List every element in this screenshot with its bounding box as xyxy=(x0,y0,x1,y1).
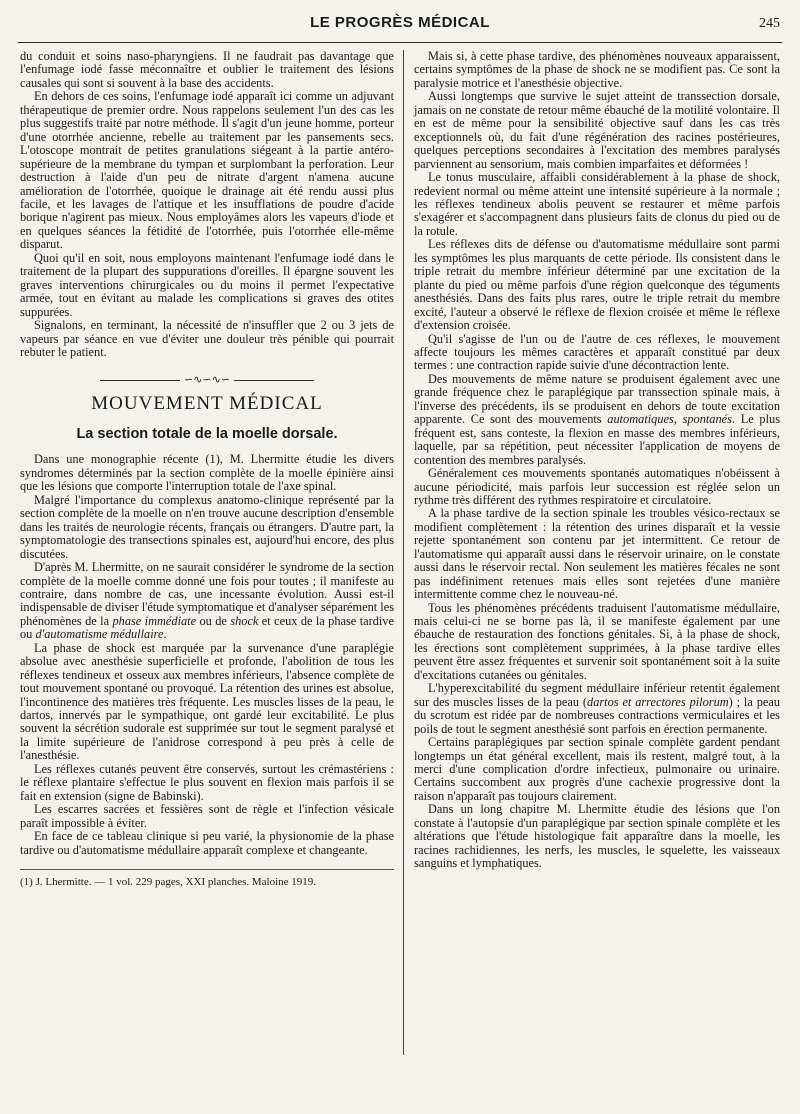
column-divider xyxy=(403,50,404,1055)
journal-title: LE PROGRÈS MÉDICAL xyxy=(310,14,490,31)
right-column xyxy=(414,50,780,871)
paragraph: Généralement ces mouvements spontanés automatiques n'obéissent à aucune périodicité, mais parfois leur succession est réglée selon un rythme très différent des rythmes respiratoire et circulatoire. xyxy=(414,466,780,507)
emphasis: dartos et arrectores pilorum xyxy=(587,694,729,709)
emphasis: d'automatisme médullaire xyxy=(35,627,164,642)
paragraph: Les réflexes dits de défense ou d'automatisme médullaire sont parmi les symptômes les plus marquants de cette période. Ils consistent dans le triple retrait du membre inférieur déterminé par une excitation de la plante du pied ou même parfois d'une région quelconque des téguments anesthésiés. Dans des faits plus rares, outre le triple retrait du membre excité, l'auteur a observé le réflexe de flexion croisée et même le réflexe d'extension croisée. xyxy=(414,237,780,333)
paragraph: Les réflexes cutanés peuvent être conservés, surtout les crémastériens : le réflexe plantaire s'effectue le plus souvent en flexion mais parfois il se fait en extension (signe de Babinski). xyxy=(20,761,394,803)
emphasis: shock xyxy=(230,613,259,628)
emphasis: phase immédiate xyxy=(112,613,197,628)
paragraph: Qu'il s'agisse de l'un ou de l'autre de ces réflexes, le mouvement affecte toujours les mêmes caractères et apparaît constitué par deux termes : une contraction rapide suivie d'une décontraction lente. xyxy=(414,331,780,373)
paragraph: Des mouvements de même nature se produisent également avec une grande fréquence chez le paraplégique par transsection spinale mais, à l'inverse des précédents, ils se produisent en dehors de toute excitation apparente. Ce sont des mouvements automatiques, spontanés. Le plus fréquent est, sans conteste, la flexion en masse des membres inférieurs, laquelle, par sa répétition, peut nécessiter l'application de moyens de contention des membres paralysés. xyxy=(414,371,780,467)
ornament-flourish: ∽∿∽∿∽ xyxy=(180,375,234,385)
paragraph: D'après M. Lhermitte, on ne saurait considérer le syndrome de la section complète de la moelle comme donné une fois pour toutes ; il manifeste au contraire, dans nombre de cas, une incessante évolution. Aussi est-il indispensable de diviser l'étude symptomatique et d'analyser séparément les phénomènes de la phase immédiate ou de shock et ceux de la phase tardive ou d'automatisme médullaire. xyxy=(20,560,394,642)
paragraph: Signalons, en terminant, la nécessité de n'insuffler que 2 ou 3 jets de vapeurs par séance en vue d'éviter une douleur très pénible qui pourrait rebuter le patient. xyxy=(20,318,394,359)
paragraph: du conduit et soins naso-pharyngiens. Il ne faudrait pas davantage que l'enfumage iodé fasse méconnaître et oublier le traitement des lésions causales qui sont si souvent à la base des accidents. xyxy=(20,49,394,90)
paragraph: Tous les phénomènes précédents traduisent l'automatisme médullaire, mais celui-ci ne se borne pas là, il se manifeste également par une ébauche de restauration des fonctions génitales. Si, à la phase de shock, les érections sont complètement supprimées, à la phase tardive elles peuvent être assez fréquentes et survenir soit spontanément soit à la suite d'excitations cutanées ou génitales. xyxy=(414,600,780,682)
paragraph: Aussi longtemps que survive le sujet atteint de transsection dorsale, jamais on ne constate de retour même ébauché de la motilité volontaire. Il en est de même pour la sensibilité objective sauf dans les cas très exceptionnels où, du fait d'une régénération des racines postérieures, quelques perceptions secondaires à l'excitation des membres paralysés parviennent au sensorium, mais combien imparfaites et déformées ! xyxy=(414,89,780,171)
paragraph: Quoi qu'il en soit, nous employons maintenant l'enfumage iodé dans le traitement de la plupart des suppurations d'oreilles. Il épargne souvent les graves interventions chirurgicales ou du moins il permet l'expectative armée, tout en évitant au malade les complications si graves des otites suppurées. xyxy=(20,250,394,319)
paragraph: Certains paraplégiques par section spinale complète gardent pendant longtemps un état général excellent, mais ils restent, malgré tout, à la merci d'une complication d'ordre infectieux, pulmonaire ou urinaire. Certains succombent aux progrès d'une cachexie progressive dont la raison n'apparaît pas toujours clairement. xyxy=(414,735,780,803)
page-number: 245 xyxy=(759,16,780,31)
paragraph: La phase de shock est marquée par la survenance d'une paraplégie absolue avec anesthésie superficielle et profonde, l'abolition de tous les réflexes tendineux et osseux aux membres inférieurs, l'absence complète de tout mouvement spontané ou provoqué. La rétention des urines est absolue, l'incontinence des matières très fréquente. Les muscles lisses de la peau, le dartos, innervés par le sympathique, ont gardé leur excitabilité. Le plus souvent la sécrétion sudorale est supprimée sur tout le segment paralysé et la limite supérieure de l'anidrose correspond à peu près à celle de l'anesthésie. xyxy=(20,640,394,763)
paragraph: Les escarres sacrées et fessières sont de règle et l'infection vésicale paraît impossible à éviter. xyxy=(20,802,394,830)
left-column xyxy=(20,50,394,889)
paragraph: Malgré l'importance du complexus anatomo-clinique représenté par la section complète de la moelle on n'en trouve aucune description d'ensemble dans les traités de neurologie récents, français ou étrangers. D'autre part, la symptomatologie des transections spinales est, aujourd'hui encore, des plus discutées. xyxy=(20,492,394,561)
paragraph: Dans une monographie récente (1), M. Lhermitte étudie les divers syndromes déterminés par la section complète de la moelle épinière ainsi que les lésions que comporte l'interruption totale de l'axe spinal. xyxy=(20,452,394,494)
article-title: La section totale de la moelle dorsale. xyxy=(76,426,338,443)
section-title: MOUVEMENT MÉDICAL xyxy=(91,393,323,415)
paragraph: A la phase tardive de la section spinale les troubles vésico-rectaux se modifient complètement : la rétention des urines disparaît et la vessie rejette spontanément son contenu par jet intermittent. Ce retour de l'automatisme qui apparaît aussi dans le réservoir urinaire, on le constate aussi dans le réservoir rectal. Non seulement les matières fécales ne sont pas indéfiniment retenues mais elles sont rejetées d'une manière intermittente comme chez le nouveau-né. xyxy=(414,506,780,602)
emphasis: automatiques, spontanés xyxy=(607,412,732,427)
paragraph: Dans un long chapitre M. Lhermitte étudie des lésions que l'on constate à l'autopsie d'un paraplégique par section spinale complète et les altérations que l'étude histologique fait apparaître dans la moelle, les racines rachidiennes, les nerfs, les muscles, le squelette, les vaisseaux sanguins et lymphatiques. xyxy=(414,802,780,871)
paragraph: Mais si, à cette phase tardive, des phénomènes nouveaux apparaissent, certains symptômes de la phase de shock ne se modifient pas. Ce sont la paralysie motrice et l'anesthésie objective. xyxy=(414,49,780,90)
paragraph: Le tonus musculaire, affaibli considérablement à la phase de shock, redevient normal ou même atteint une intensité supérieure à la normale ; les réflexes tendineux abolis peuvent se restaurer et même parfois s'exagérer et s'accompagnent dans plusieurs faits de clonus du pied ou de la rotule. xyxy=(414,170,780,238)
paragraph: En dehors de ces soins, l'enfumage iodé apparaît ici comme un adjuvant thérapeutique de premier ordre. Nous rappelons seulement l'un des cas les plus suggestifs traité par notre méthode. Il s'agit d'un jeune homme, porteur d'une otorrhée ancienne, rebelle au traitement par les pansements secs. L'otoscope montrait de petites granulations siégeant à la partie antéro-supérieure de la membrane du tympan et surplombant la perforation. Leur destruction à l'aide d'un peu de nitrate d'argent n'amena aucune amélioration de l'otorrhée, quoique le drainage ait été rendu aussi plus facile, et les lavages de l'attique et les insufflations de poudre d'acide borique n'agirent pas mieux. Nous employâmes alors les vapeurs d'iode et en quelques séances la fétidité de l'otorrhée, puis l'otorrhée elle-même disparut. xyxy=(20,89,394,252)
paragraph: L'hyperexcitabilité du segment médullaire inférieur retentit également sur des muscles lisses de la peau (dartos et arrectores pilorum) ; la peau du scrotum est ridée par de nombreuses contractions vermiculaires et les poils de tout le segment anesthésié sont parfois en érection permanente. xyxy=(414,681,780,736)
paragraph: En face de ce tableau clinique si peu varié, la physionomie de la phase tardive ou d'automatisme médullaire apparaît complexe et changeante. xyxy=(20,829,394,857)
running-header xyxy=(18,8,782,43)
footnote: (1) J. Lhermitte. — 1 vol. 229 pages, XXI planches. Maloine 1919. xyxy=(20,869,394,889)
section-ornament xyxy=(20,375,394,385)
